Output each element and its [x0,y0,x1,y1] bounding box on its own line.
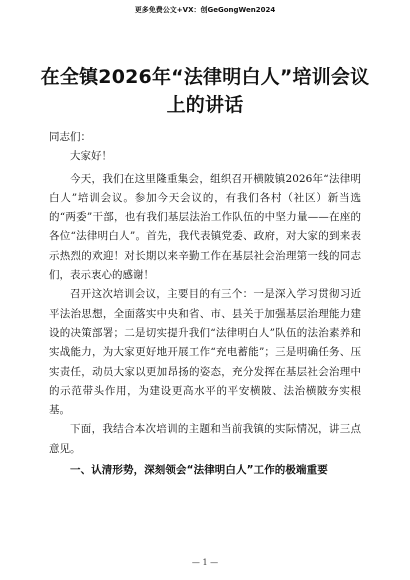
paragraph-3: 下面，我结合本次培训的主题和当前我镇的实际情况，讲三点意见。 [49,423,361,455]
paragraph-2: 召开这次培训会议，主要目的有三个：一是深入学习贯彻习近平法治思想，全面落实中央和省、市、县关于加强基层治理能力建设的决策部署；二是切实提升我们“法律明白人”队伍的法治素养和实战能力，为大家更好地开展工作“充电蓄能”；三是明确任务、压实责任，动员大家以更加昂扬的姿态，充分发挥在基层社会治理中的示范带头作用，为建设更高水平的平安横陂、法治横陂夯实根基。 [49,288,361,417]
document-title: 在全镇2026年“法律明白人”培训会议上的讲话 [40,66,370,116]
header-banner: 更多免费公文+VX：创GeGongWen2024 [134,6,276,14]
document-body [49,128,361,480]
salutation: 同志们： [49,131,91,143]
paragraph-1: 今天，我们在这里隆重集会，组织召开横陂镇2026年“法律明白人”培训会议。参加今天会议的，有我们各村（社区）新当选的“两委”干部，也有我们基层法治工作队伍的中坚力量——在座的各位“法律明白人”。首先，我代表镇党委、政府，对大家的到来表示热烈的欢迎！对长期以来辛勤工作在基层社会治理第一线的同志们，表示衷心的感谢！ [49,172,361,282]
page-number: — 1 — [191,558,219,567]
greeting: 大家好！ [70,150,112,163]
section-heading-1: 一、认清形势，深刻领会“法律明白人”工作的极端重要 [70,464,328,477]
